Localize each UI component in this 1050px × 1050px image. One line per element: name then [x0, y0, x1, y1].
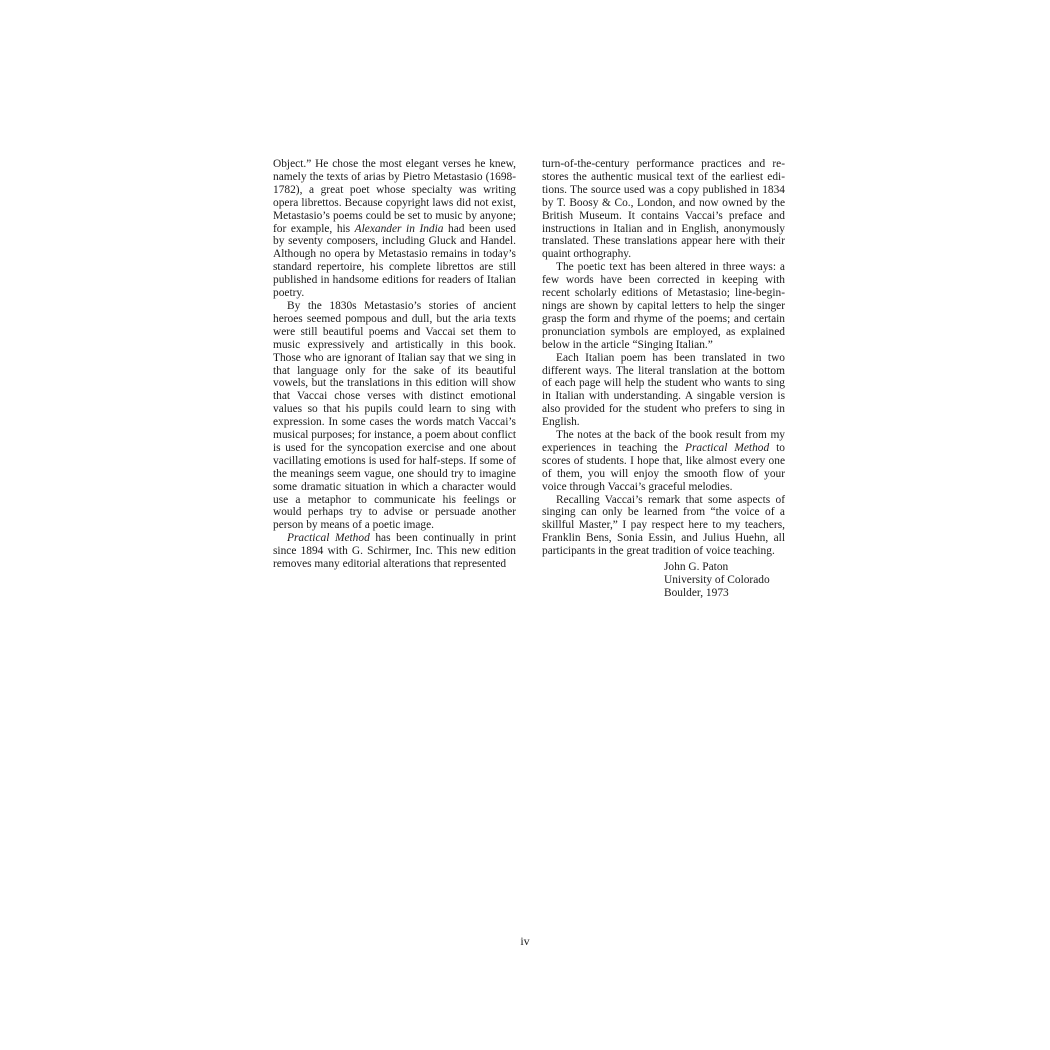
left-paragraph-1 [273, 158, 516, 300]
book-title-italic: Practical Method [287, 532, 370, 545]
paragraph-text: to scores of students. I hope that, like almost every one of them, you will enjoy the smooth flow of your voice through Vaccai’s graceful melodies. [542, 441, 785, 493]
place-date: Boulder, 1973 [664, 586, 729, 599]
paragraph-text: Object.” He chose the most elegant verses he knew, namely the texts of arias by Pietro Metastasio (1698-1782), a great poet whose specialty was writing opera librettos. Because copyright laws did not exist, Metastasio’s poems could be set to music by anyone; for example, his [273, 158, 516, 235]
right-paragraph-1: turn-of-the-century performance practices and restores the authentic musical text of the earliest editions. The source used was a copy published in 1834 by T. Boosy & Co., London, and now owned by the British Museum. It contains Vaccai’s preface and instructions in Italian and in English, anonymously translated. These translations appear here with their quaint orthography. [542, 158, 785, 261]
author-name: John G. Paton [664, 561, 729, 573]
right-column [542, 158, 785, 558]
left-paragraph-3 [273, 532, 516, 571]
right-paragraph-4 [542, 429, 785, 494]
book-title-italic: Practical Method [685, 441, 770, 454]
left-column [273, 158, 516, 571]
paragraph-text: had been used by seventy composers, including Gluck and Handel. Although no opera by Metastasio remains in today’s standard repertoire, his complete librettos are still published in handsome editions for readers of Italian poetry. [273, 222, 516, 300]
right-paragraph-5: Recalling Vaccai’s remark that some aspects of singing can only be learned from “the voice of a skillful Master,” I pay respect here to my teachers, Franklin Bens, Sonia Essin, and Julius Huehn, all participants in the great tradition of voice teaching. [542, 493, 785, 558]
paragraph-text: has been continually in print since 1894 with G. Schirmer, Inc. This new edition removes many editorial alterations that represented [273, 532, 517, 571]
left-paragraph-2: By the 1830s Metastasio’s stories of ancient heroes seemed pompous and dull, but the aria texts were still beautiful poems and Vaccai set them to music expressively and artistically in this book. Those who are ignorant of Italian say that we sing in that language only for the sake of its beautiful vowels, but the translations in this edition will show that Vaccai chose verses with distinct emotional values so that his pupils could learn to sing with expression. In some cases the words match Vaccai’s musical purposes; for instance, a poem about conflict is used for the syncopation exercise and one about vacillating emotions is used for half-steps. If some of the meanings seem vague, one should try to imagine some dramatic situation in which a character would use a metaphor to communicate his feelings or would perhaps try to advise or persuade another person by means of a poetic image. [273, 299, 516, 532]
paragraph-text: The notes at the back of the book result from my experiences in teaching the [542, 429, 785, 454]
author-institution: University of Colorado [664, 573, 770, 586]
right-paragraph-3: Each Italian poem has been translated in two different ways. The literal translation at the bottom of each page will help the student who wants to sing in Italian with understanding. A singable version is also provided for the student who prefers to sing in English. [542, 351, 785, 429]
right-paragraph-2: The poetic text has been altered in three ways: a few words have been corrected in keeping with recent scholarly editions of Metastasio; line-beginnings are shown by capital letters to help the singer grasp the form and rhyme of the poems; and certain pronunciation symbols are employed, as explained below in the article “Singing Italian.” [542, 261, 785, 351]
page-number: iv [520, 934, 530, 948]
signature-block [664, 561, 770, 600]
book-title-italic: Alexander in India [354, 222, 444, 235]
